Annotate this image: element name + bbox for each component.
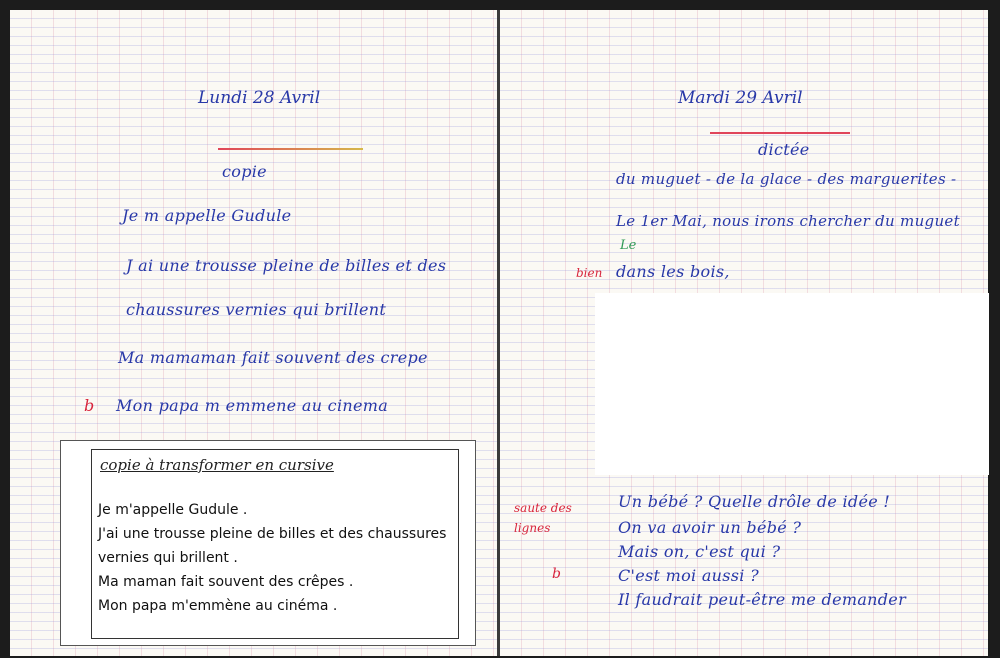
sheet-line-1: Je m'appelle Gudule . — [98, 502, 248, 518]
right-correction-above: Le — [620, 238, 637, 253]
left-line-5 — [116, 396, 388, 415]
left-line-2 — [126, 256, 446, 275]
left-line-5-marker: b — [84, 396, 95, 415]
right-bottom-line-4: C'est moi aussi ? — [618, 566, 759, 585]
right-words-line: du muguet - de la glace - des marguerites - — [616, 170, 957, 188]
left-line-1 — [122, 206, 291, 225]
sheet-line-2: J'ai une trousse pleine de billes et des chaussures — [98, 526, 447, 542]
right-date: Mardi 29 Avril — [678, 88, 803, 108]
right-margin-note: saute des lignes — [514, 501, 572, 535]
left-title-rule — [218, 148, 363, 150]
right-bottom-line-1: Un bébé ? Quelle drôle de idée ! — [618, 492, 891, 511]
right-bottom-line-5: Il faudrait peut-être me demander — [618, 590, 907, 609]
right-section-title: dictée — [758, 140, 810, 159]
left-line-2-text: J ai une trousse pleine de billes et des — [126, 256, 447, 275]
left-line-5-text: Mon papa m emmene au cinema — [116, 396, 389, 415]
sheet-frame — [91, 449, 459, 639]
left-line-3-text: chaussures vernies qui brillent — [126, 300, 387, 319]
pasted-exercise-sheet — [60, 440, 476, 646]
right-dictation-line-2: dans les bois, — [616, 262, 730, 281]
sheet-line-5: Mon papa m'emmène au cinéma . — [98, 598, 338, 614]
right-margin-word: bien — [576, 266, 603, 280]
blank-paper-patch — [595, 293, 989, 475]
left-section-title: copie — [222, 162, 267, 181]
left-line-4 — [118, 348, 428, 367]
sheet-line-3: vernies qui brillent . — [98, 550, 238, 566]
left-line-3 — [126, 300, 386, 319]
right-bottom-line-2: On va avoir un bébé ? — [618, 518, 802, 537]
right-title-rule — [710, 132, 850, 134]
right-bottom-line-3: Mais on, c'est qui ? — [618, 542, 781, 561]
right-dictation-line-1: Le 1er Mai, nous irons chercher du muguet — [616, 212, 960, 230]
left-date: Lundi 28 Avril — [198, 88, 321, 108]
sheet-title: copie à transformer en cursive — [100, 456, 334, 474]
left-line-1-text: Je m appelle Gudule — [122, 206, 292, 225]
left-line-4-text: Ma mamaman fait souvent des crepe — [118, 348, 428, 367]
sheet-line-4: Ma maman fait souvent des crêpes . — [98, 574, 354, 590]
right-margin-b: b — [552, 566, 561, 582]
